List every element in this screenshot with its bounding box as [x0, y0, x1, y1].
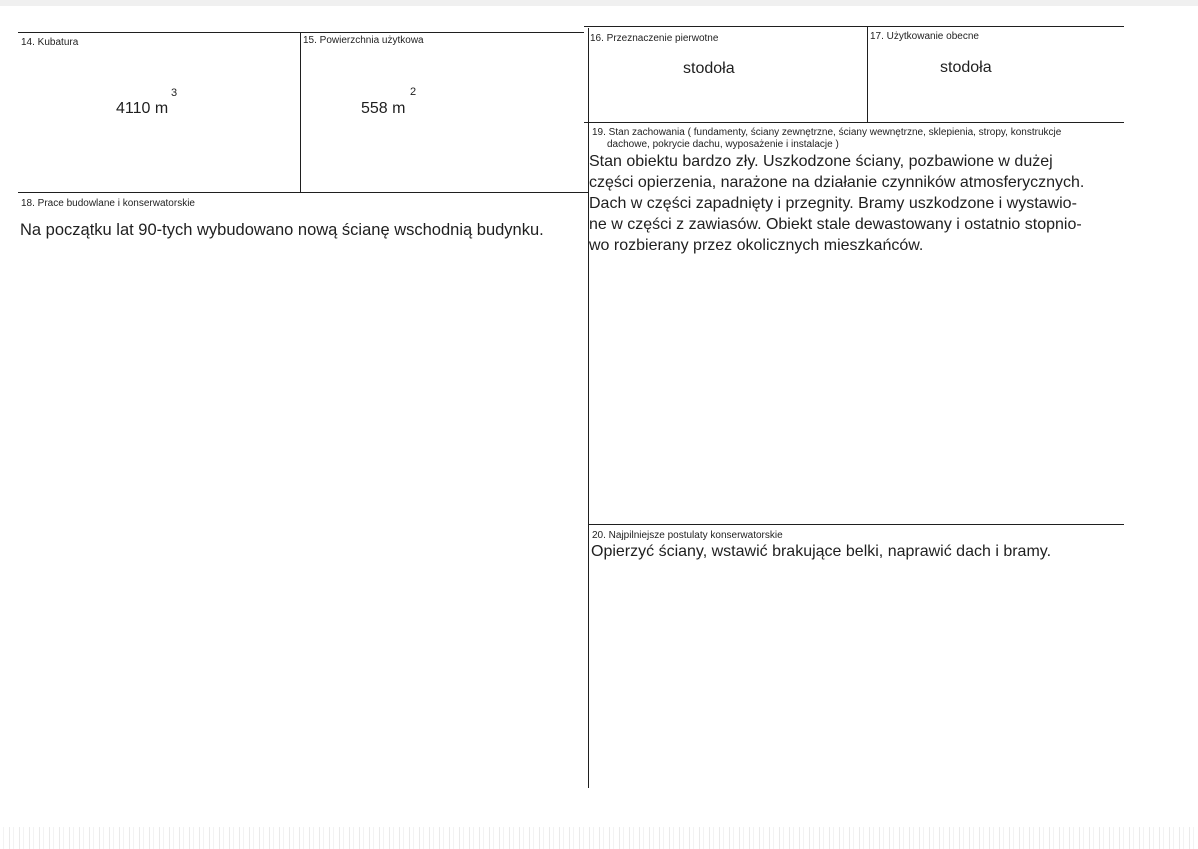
- field-17-label: 17. Użytkowanie obecne: [870, 31, 979, 42]
- top-border-right: [584, 26, 1124, 27]
- scan-top-edge: [0, 0, 1198, 6]
- divider-16-17: [867, 26, 868, 122]
- field-19-line-1: Stan obiektu bardzo zły. Uszkodzone ściany, pozbawione w dużej: [589, 153, 1053, 170]
- rule-above-20: [588, 524, 1124, 525]
- field-19-label-line1: 19. Stan zachowania ( fundamenty, ściany zewnętrzne, ściany wewnętrzne, sklepienia, stropy, konstrukcje: [592, 127, 1062, 138]
- field-19-line-2: części opierzenia, narażone na działanie czynników atmosferycznych.: [589, 174, 1085, 191]
- field-18-value: Na początku lat 90-tych wybudowano nową ścianę wschodnią budynku.: [20, 221, 544, 239]
- rule-under-14-15: [18, 192, 589, 193]
- field-16-label: 16. Przeznaczenie pierwotne: [590, 33, 719, 44]
- field-19-text: [589, 151, 1084, 256]
- field-14-label: 14. Kubatura: [21, 37, 79, 48]
- scan-bottom-noise: [0, 827, 1198, 849]
- field-16-value: stodoła: [683, 60, 735, 77]
- top-border-left: [18, 32, 584, 33]
- divider-14-15: [300, 32, 301, 192]
- field-20-value: Opierzyć ściany, wstawić brakujące belki, naprawić dach i bramy.: [591, 543, 1052, 560]
- field-19-label-line2: dachowe, pokrycie dachu, wyposażenie i instalacje ): [607, 139, 839, 150]
- field-19-line-3: Dach w części zapadnięty i przegnity. Bramy uszkodzone i wystawio-: [589, 195, 1077, 212]
- field-14-exponent: 3: [171, 87, 178, 99]
- field-19-line-4: ne w części z zawiasów. Obiekt stale dewastowany i ostatnio stopnio-: [589, 216, 1082, 233]
- field-15-value: 558 m: [361, 100, 406, 117]
- field-17-value: stodoła: [940, 59, 992, 76]
- center-divider: [588, 28, 589, 788]
- field-15-exponent: 2: [410, 86, 417, 98]
- field-18-label: 18. Prace budowlane i konserwatorskie: [21, 198, 195, 209]
- field-19-line-5: wo rozbierany przez okolicznych mieszkańców.: [589, 237, 924, 254]
- rule-under-16-17: [584, 122, 1124, 123]
- field-14-value: 4110 m: [116, 100, 169, 117]
- field-15-label: 15. Powierzchnia użytkowa: [303, 35, 424, 46]
- field-20-label: 20. Najpilniejsze postulaty konserwatorskie: [592, 530, 783, 541]
